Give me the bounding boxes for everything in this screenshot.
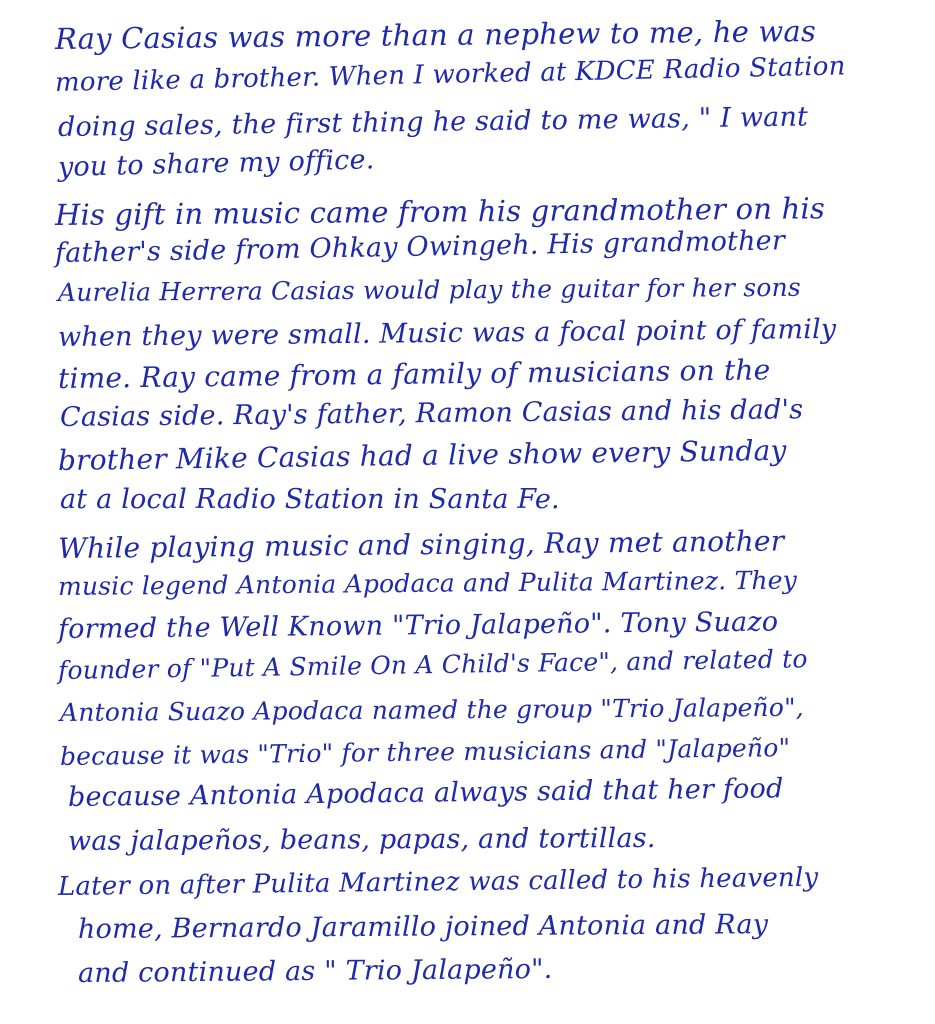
letter-line: Aurelia Herrera Casias would play the guitar for her sons <box>57 272 801 307</box>
letter-line: While playing music and singing, Ray met another <box>57 524 785 565</box>
letter-line: was jalapeños, beans, papas, and tortillas. <box>67 822 656 857</box>
letter-line: founder of "Put A Smile On A Child's Face", and related to <box>57 644 808 685</box>
letter-line: His gift in music came from his grandmother on his <box>54 191 826 232</box>
letter-line: and continued as " Trio Jalapeño". <box>77 953 553 989</box>
letter-line: because Antonia Apodaca always said that her food <box>67 773 784 813</box>
letter-line: time. Ray came from a family of musicians on the <box>57 353 771 395</box>
letter-line: brother Mike Casias had a live show every Sunday <box>57 433 787 477</box>
letter-line: you to share my office. <box>57 144 375 183</box>
letter-line: music legend Antonia Apodaca and Pulita Martinez. They <box>57 565 798 601</box>
letter-line: Antonia Suazo Apodaca named the group "Trio Jalapeño", <box>59 692 805 727</box>
letter-line: doing sales, the first thing he said to me was, " I want <box>57 101 809 143</box>
letter-line: at a local Radio Station in Santa Fe. <box>60 484 560 515</box>
letter-line: Casias side. Ray's father, Ramon Casias and his dad's <box>59 394 804 433</box>
letter-line: Ray Casias was more than a nephew to me, he was <box>54 14 817 56</box>
letter-line: father's side from Ohkay Owingeh. His grandmother <box>54 225 786 269</box>
letter-line: home, Bernardo Jaramillo joined Antonia and Ray <box>77 909 769 945</box>
letter-line: formed the Well Known "Trio Jalapeño". Tony Suazo <box>57 606 779 645</box>
letter-line: when they were small. Music was a focal point of family <box>57 313 837 353</box>
letter-line: Later on after Pulita Martinez was called to his heavenly <box>57 862 819 902</box>
letter-line: because it was "Trio" for three musicians and "Jalapeño" <box>59 733 791 771</box>
letter-line: more like a brother. When I worked at KDCE Radio Station <box>54 51 846 98</box>
